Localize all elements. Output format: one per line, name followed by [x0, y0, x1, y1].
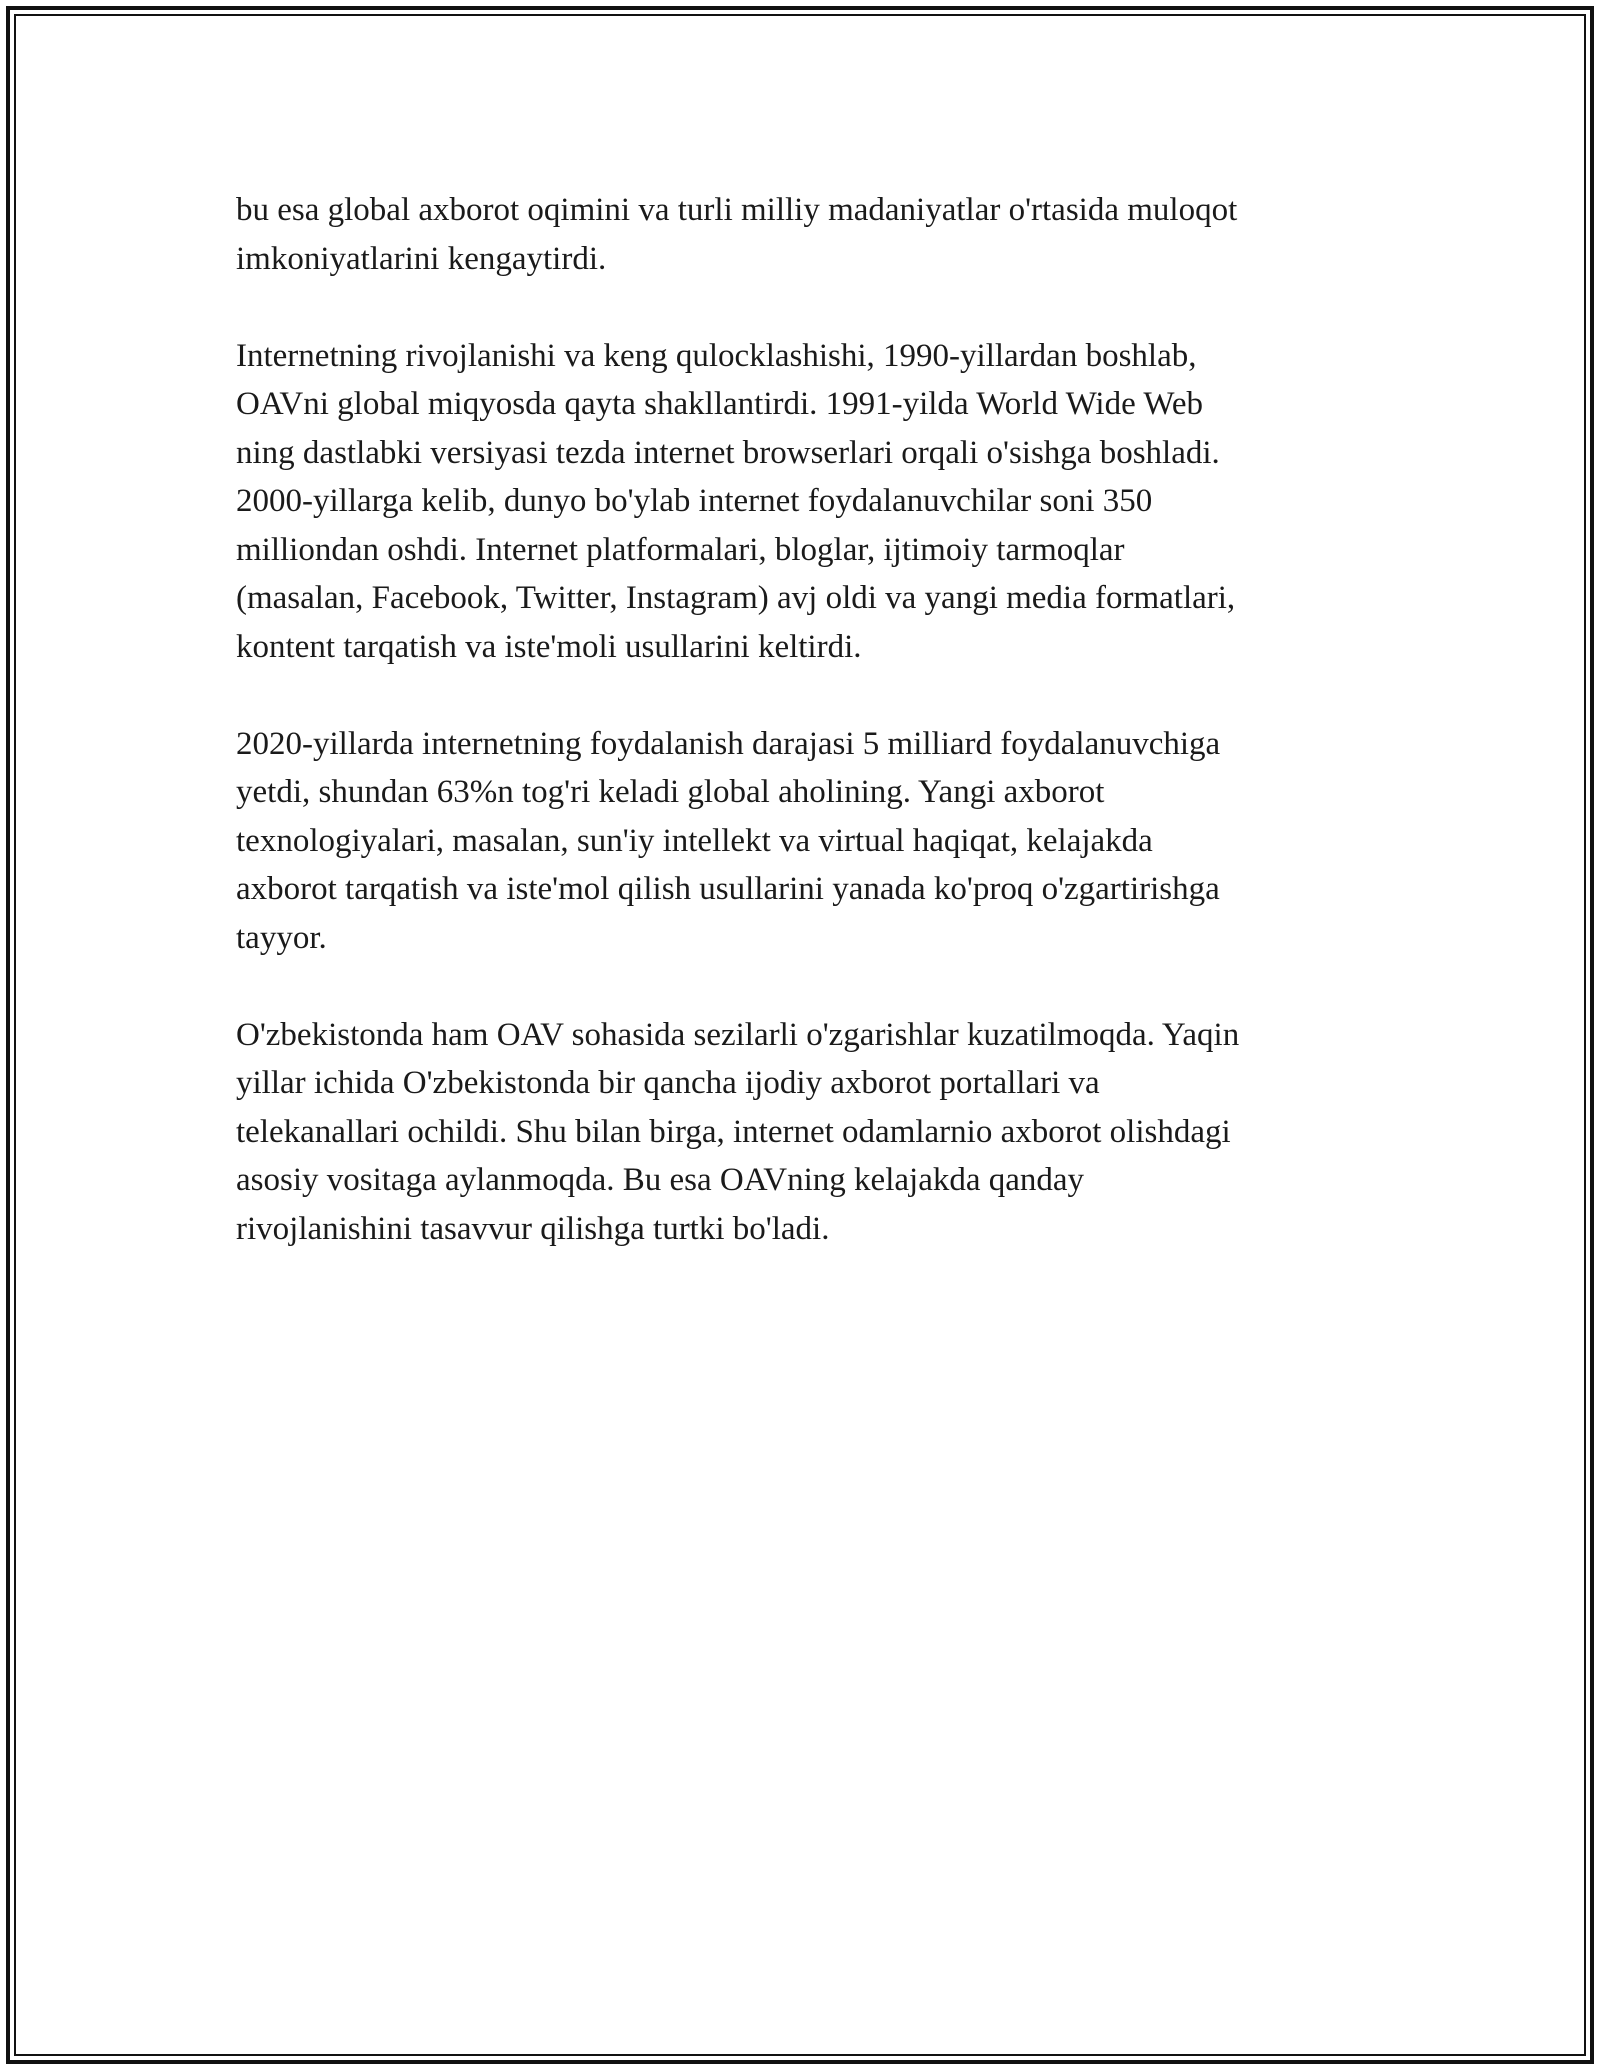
text-line: kontent tarqatish va iste'moli usullarini keltirdi. [236, 628, 862, 665]
paragraph-2 [236, 332, 1386, 672]
text-line: axborot tarqatish va iste'mol qilish usullarini yanada ko'proq o'zgartirishga [236, 871, 1220, 907]
text-line: tayyor. [236, 919, 327, 956]
paragraph-4 [236, 1011, 1386, 1254]
text-line: rivojlanishini tasavvur qilishga turtki bo'ladi. [236, 1210, 830, 1247]
text-line: Internetning rivojlanishi va keng qulocklashishi, 1990-yillardan boshlab, [236, 337, 1197, 374]
text-line: 2000-yillarga kelib, dunyo bo'ylab internet foydalanuvchilar soni 350 [236, 483, 1153, 519]
text-line: 2020-yillarda internetning foydalanish darajasi 5 milliard foydalanuvchiga [236, 725, 1221, 762]
paragraph-3 [236, 720, 1386, 963]
text-line: milliondan oshdi. Internet platformalari, bloglar, ijtimoiy tarmoqlar [236, 531, 1125, 568]
document-body [236, 186, 1386, 1302]
text-line: yillar ichida O'zbekistonda bir qancha ijodiy axborot portallari va [236, 1065, 1100, 1101]
text-line: OAVni global miqyosda qayta shakllantirdi. 1991-yilda World Wide Web [236, 386, 1204, 422]
paragraph-1 [236, 186, 1386, 283]
text-line: bu esa global axborot oqimini va turli milliy madaniyatlar o'rtasida muloqot [236, 192, 1238, 228]
text-line: ning dastlabki versiyasi tezda internet browserlari orqali o'sishga boshladi. [236, 434, 1220, 471]
text-line: (masalan, Facebook, Twitter, Instagram) avj oldi va yangi media formatlari, [236, 580, 1236, 616]
text-line: asosiy vositaga aylanmoqda. Bu esa OAVning kelajakda qanday [236, 1162, 1085, 1198]
text-line: imkoniyatlarini kengaytirdi. [236, 240, 607, 277]
text-line: yetdi, shundan 63%n tog'ri keladi global aholining. Yangi axborot [236, 774, 1105, 810]
text-line: texnologiyalari, masalan, sun'iy intellekt va virtual haqiqat, kelajakda [236, 822, 1153, 859]
text-line: O'zbekistonda ham OAV sohasida sezilarli o'zgarishlar kuzatilmoqda. Yaqin [236, 1016, 1240, 1053]
text-line: telekanallari ochildi. Shu bilan birga, internet odamlarnio axborot olishdagi [236, 1113, 1231, 1150]
